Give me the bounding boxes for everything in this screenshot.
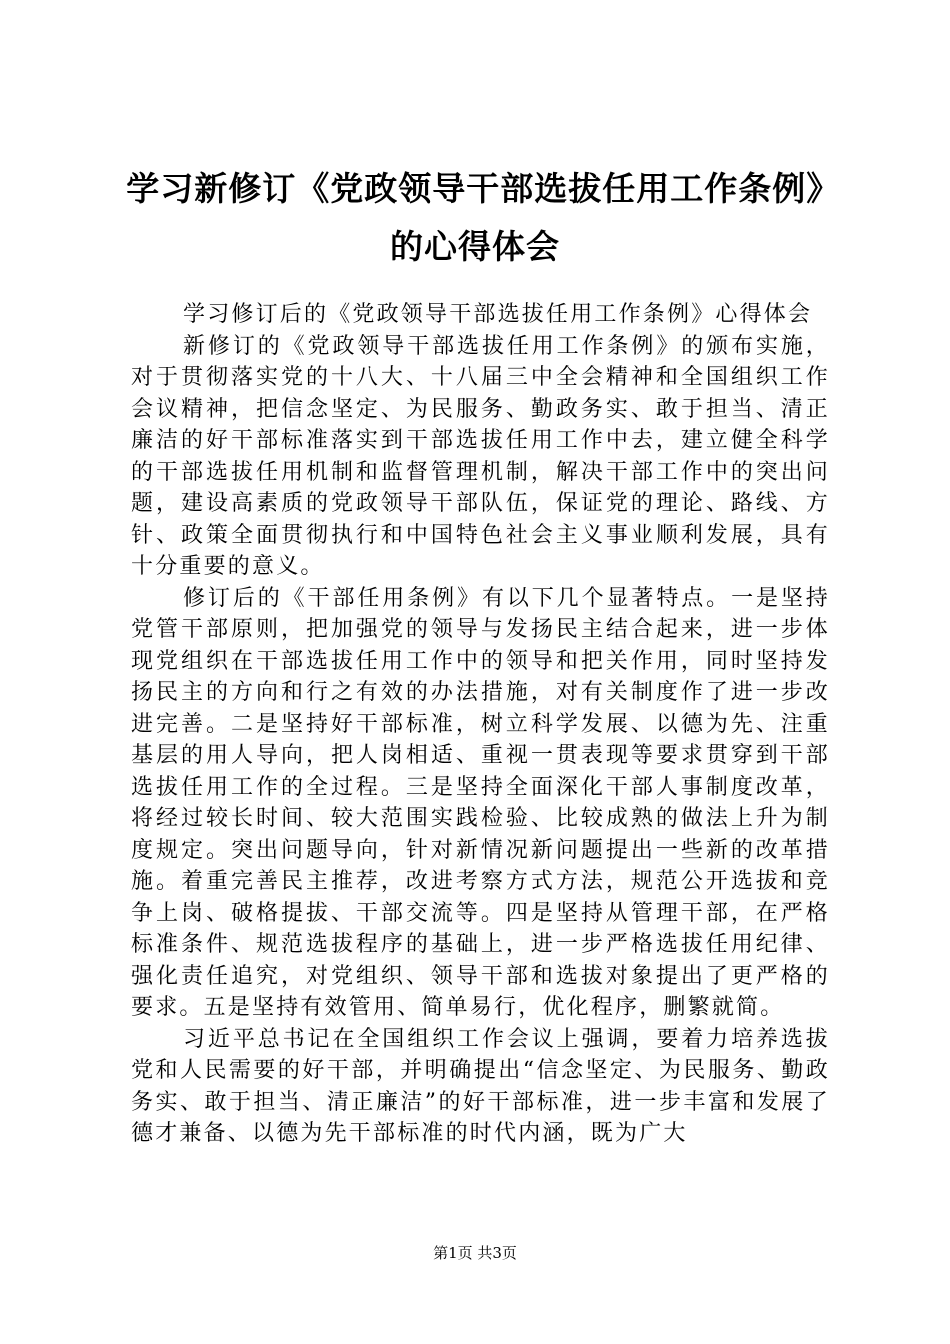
document-body: [131, 299, 830, 1150]
page-number: 第1页 共3页: [433, 1244, 517, 1262]
paragraph-subtitle: 学习修订后的《党政领导干部选拔任用工作条例》心得体会: [183, 302, 813, 327]
paragraph-speech: 习近平总书记在全国组织工作会议上强调，要着力培养选拔党和人民需要的好干部，并明确提出“信念坚定、为民服务、勤政务实、敢于担当、清正廉洁”的好干部标准，进一步丰富和发展了德才兼备、以德为先干部标准的时代内涵，既为广大: [131, 1026, 830, 1146]
document-title: 学习新修订《党政领导干部选拔任用工作条例》的心得体会: [126, 169, 824, 266]
paragraph-intro: 新修订的《党政领导干部选拔任用工作条例》的颁布实施，对于贯彻落实党的十八大、十八届三中全会精神和全国组织工作会议精神，把信念坚定、为民服务、勤政务实、敢于担当、清正廉洁的好干部标准落实到干部选拔任用工作中去，建立健全科学的干部选拔任用机制和监督管理机制，解决干部工作中的突出问题，建设高素质的党政领导干部队伍，保证党的理论、路线、方针、政策全面贯彻执行和中国特色社会主义事业顺利发展，具有十分重要的意义。: [131, 333, 830, 579]
paragraph-features: 修订后的《干部任用条例》有以下几个显著特点。一是坚持党管干部原则，把加强党的领导与发扬民主结合起来，进一步体现党组织在干部选拔任用工作中的领导和把关作用，同时坚持发扬民主的方向和行之有效的办法措施，对有关制度作了进一步改进完善。二是坚持好干部标准，树立科学发展、以德为先、注重基层的用人导向，把人岗相适、重视一贯表现等要求贯穿到干部选拔任用工作的全过程。三是坚持全面深化干部人事制度改革，将经过较长时间、较大范围实践检验、比较成熟的做法上升为制度规定。突出问题导向，针对新情况新问题提出一些新的改革措施。着重完善民主推荐，改进考察方式方法，规范公开选拔和竞争上岗、破格提拔、干部交流等。四是坚持从管理干部，在严格标准条件、规范选拔程序的基础上，进一步严格选拔任用纪律、强化责任追究，对党组织、领导干部和选拔对象提出了更严格的要求。五是坚持有效管用、简单易行，优化程序，删繁就简。: [131, 585, 830, 1020]
